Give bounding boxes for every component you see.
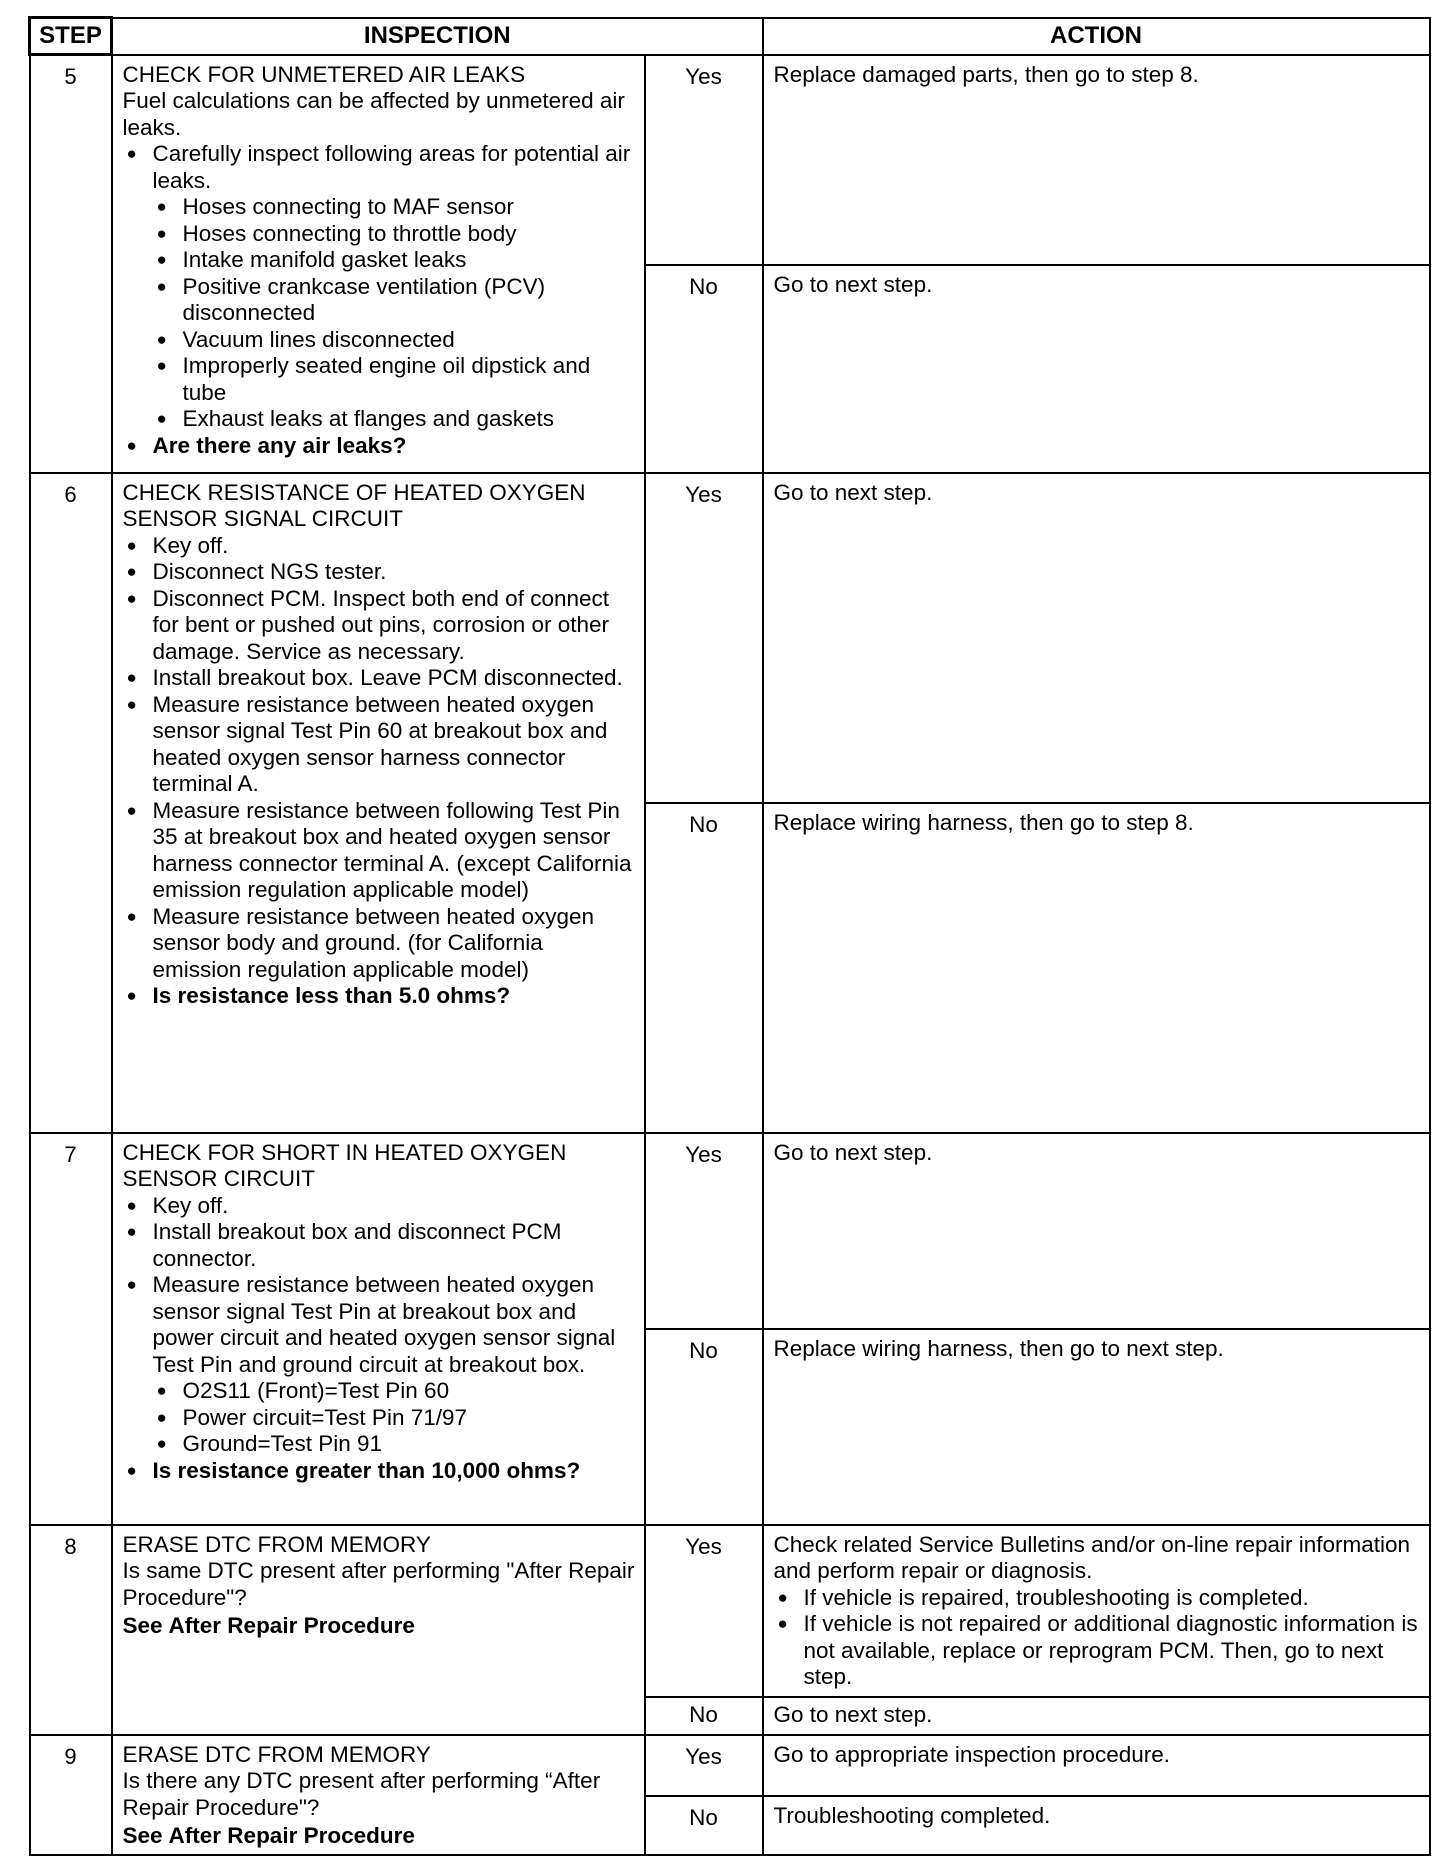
list-item: ● Intake manifold gasket leaks [153, 247, 636, 274]
action-no: Go to next step. [763, 265, 1430, 473]
list-item: ● If vehicle is repaired, troubleshooting is completed. [774, 1585, 1421, 1612]
action-yes: Replace damaged parts, then go to step 8. [763, 55, 1430, 265]
table-row [30, 1133, 1430, 1329]
list-item: ● Power circuit=Test Pin 71/97 [153, 1405, 636, 1432]
action-yes: Check related Service Bulletins and/or on-line repair information and perform repair or diagnosis. ● If vehicle is repaired, troubleshooting is completed. ● If vehicle is not repaired or additional diagnostic information is not available, replace or reprogram PCM. Then, go to next step. [763, 1525, 1430, 1697]
action-no: Replace wiring harness, then go to step 8. [763, 803, 1430, 1133]
bullet-list [774, 1585, 1421, 1691]
after-repair-link[interactable]: After Repair Procedure [168, 1613, 415, 1638]
list-item: ● Positive crankcase ventilation (PCV) disconnected [153, 274, 636, 327]
step-title: CHECK FOR UNMETERED AIR LEAKS [122, 61, 526, 87]
list-item: ● O2S11 (Front)=Test Pin 60 [153, 1378, 636, 1405]
action-yes: Go to appropriate inspection procedure. [763, 1735, 1430, 1796]
step-number: 8 [30, 1525, 112, 1735]
header-row [30, 18, 1430, 55]
yes-label: Yes [645, 1133, 763, 1329]
no-label: No [645, 1329, 763, 1525]
list-item: ● Measure resistance between heated oxygen sensor signal Test Pin at breakout box and power circuit and heated oxygen sensor signal Test Pin and ground circuit at breakout box. ● O2S11 (Front)=Test Pin 60 ● Power circuit=Test Pin 71/97 ● Ground=Test Pin 91 [123, 1272, 636, 1458]
step-text: Is there any DTC present after performing “After Repair Procedure"? [122, 1768, 601, 1820]
list-item: ● Measure resistance between heated oxygen sensor body and ground. (for California emission regulation applicable model) [123, 904, 636, 984]
step-number: 7 [30, 1133, 112, 1525]
question: ● Is resistance greater than 10,000 ohms? [123, 1458, 636, 1485]
list-item: ● Install breakout box and disconnect PCM connector. [123, 1219, 636, 1272]
sub-bullet-list [153, 1378, 636, 1458]
list-item: ● Exhaust leaks at flanges and gaskets [153, 406, 636, 433]
step-title: ERASE DTC FROM MEMORY [122, 1741, 431, 1767]
list-item: ● Disconnect PCM. Inspect both end of connect for bent or pushed out pins, corrosion or other damage. Service as necessary. [123, 586, 636, 666]
bullet-list [123, 1193, 636, 1485]
step-text: Is same DTC present after performing "After Repair Procedure"? [122, 1558, 635, 1610]
inspection-cell [112, 1133, 645, 1525]
list-item: ● Measure resistance between heated oxygen sensor signal Test Pin 60 at breakout box and heated oxygen sensor harness connector terminal A. [123, 692, 636, 798]
list-item: ● Key off. [123, 533, 636, 560]
bullet-list [123, 141, 636, 459]
action-yes: Go to next step. [763, 473, 1430, 803]
inspection-cell [112, 473, 645, 1133]
no-label: No [645, 1796, 763, 1855]
step-title: CHECK FOR SHORT IN HEATED OXYGEN SENSOR CIRCUIT [122, 1139, 567, 1191]
table-row [30, 55, 1430, 265]
list-item: ● Improperly seated engine oil dipstick and tube [153, 353, 636, 406]
step-number: 5 [30, 55, 112, 473]
action-yes: Go to next step. [763, 1133, 1430, 1329]
header-step: STEP [30, 18, 112, 55]
yes-label: Yes [645, 1735, 763, 1796]
no-label: No [645, 1697, 763, 1735]
no-label: No [645, 803, 763, 1133]
list-item: ● Install breakout box. Leave PCM disconnected. [123, 665, 636, 692]
list-item: ● Key off. [123, 1193, 636, 1220]
inspection-cell [112, 55, 645, 473]
list-item: ● Disconnect NGS tester. [123, 559, 636, 586]
step-intro: Fuel calculations can be affected by unmetered air leaks. [122, 88, 625, 140]
no-label: No [645, 265, 763, 473]
list-item: ● If vehicle is not repaired or additional diagnostic information is not available, replace or reprogram PCM. Then, go to next step. [774, 1611, 1421, 1691]
list-item: ● Vacuum lines disconnected [153, 327, 636, 354]
yes-label: Yes [645, 55, 763, 265]
yes-label: Yes [645, 473, 763, 803]
table-row [30, 1735, 1430, 1796]
yes-label: Yes [645, 1525, 763, 1697]
list-item: ● Carefully inspect following areas for potential air leaks. ● Hoses connecting to MAF sensor ● Hoses connecting to throttle body ● Intake manifold gasket leaks ● Positive crankcase ventilation (PCV) disconnected ● Vacuum lines disconnected ● Improperly seated engine oil dipstick and tube ● Exhaust leaks at flanges and gaskets [123, 141, 636, 433]
header-action: ACTION [763, 18, 1430, 55]
action-no: Replace wiring harness, then go to next step. [763, 1329, 1430, 1525]
list-item: ● Hoses connecting to MAF sensor [153, 194, 636, 221]
question: ● Are there any air leaks? [123, 433, 636, 460]
list-item: ● Measure resistance between following Test Pin 35 at breakout box and heated oxygen sensor harness connector terminal A. (except California emission regulation applicable model) [123, 798, 636, 904]
diagnostic-table [28, 16, 1431, 1856]
sub-bullet-list [153, 194, 636, 433]
header-inspection: INSPECTION [112, 18, 763, 55]
step-number: 9 [30, 1735, 112, 1855]
step-title: CHECK RESISTANCE OF HEATED OXYGEN SENSOR SIGNAL CIRCUIT [122, 479, 586, 531]
action-no: Go to next step. [763, 1697, 1430, 1735]
list-item: ● Hoses connecting to throttle body [153, 221, 636, 248]
bullet-list [123, 533, 636, 1010]
list-item: ● Ground=Test Pin 91 [153, 1431, 636, 1458]
step-title: ERASE DTC FROM MEMORY [122, 1531, 431, 1557]
after-repair-link[interactable]: After Repair Procedure [168, 1823, 415, 1848]
step-number: 6 [30, 473, 112, 1133]
see-reference: See After Repair Procedure [122, 1613, 415, 1638]
table-row [30, 1525, 1430, 1697]
inspection-cell [112, 1735, 645, 1855]
question: ● Is resistance less than 5.0 ohms? [123, 983, 636, 1010]
inspection-cell [112, 1525, 645, 1735]
see-reference: See After Repair Procedure [122, 1823, 415, 1848]
action-no: Troubleshooting completed. [763, 1796, 1430, 1855]
table-row [30, 473, 1430, 803]
